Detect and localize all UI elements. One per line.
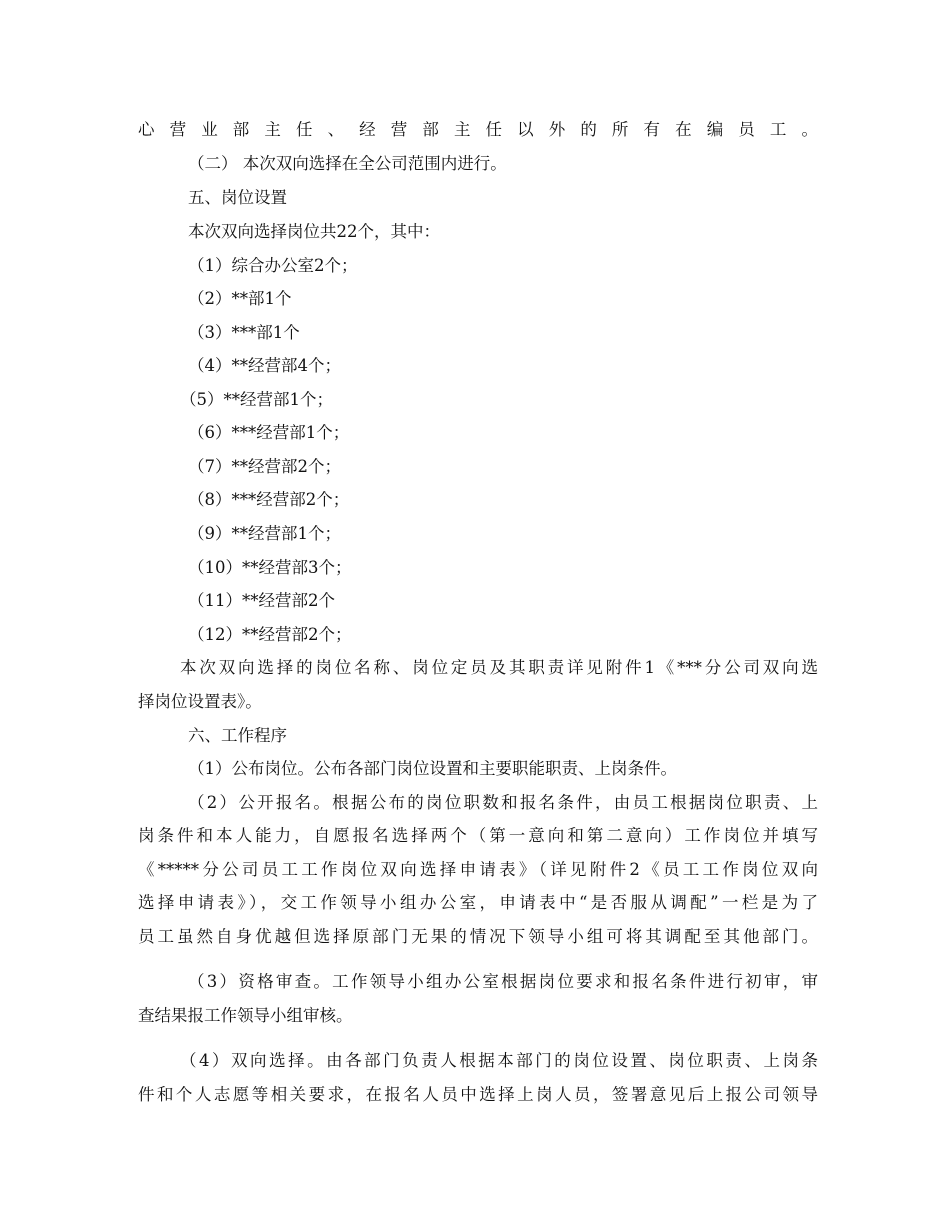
list-item: （2）**部1个 — [188, 289, 292, 308]
list-item: （8）***经营部2个； — [188, 490, 350, 509]
list-item: （6）***经营部1个； — [188, 423, 350, 442]
text-line: （3）资格审查。工作领导小组办公室根据岗位要求和报名条件进行初审，审 — [188, 972, 818, 991]
text-line: 件和个人志愿等相关要求，在报名人员中选择上岗人员，签署意见后上报公司领导 — [138, 1085, 818, 1104]
list-item: （5）**经营部1个； — [180, 390, 333, 409]
text-line: （二） 本次双向选择在全公司范围内进行。 — [188, 154, 507, 173]
text-line: （1）公布岗位。公布各部门岗位设置和主要职能职责、上岗条件。 — [188, 759, 677, 778]
section-heading: 五、岗位设置 — [188, 188, 287, 207]
text-line: 《*****分公司员工工作岗位双向选择申请表》（详见附件2《员工工作岗位双向 — [138, 860, 818, 879]
text-line: （2）公开报名。根据公布的岗位职数和报名条件，由员工根据岗位职责、上 — [188, 793, 818, 812]
list-item: （7）**经营部2个； — [188, 457, 341, 476]
list-item: （4）**经营部4个； — [188, 356, 341, 375]
section-heading: 六、工作程序 — [188, 726, 287, 745]
list-item: （10）**经营部3个； — [188, 558, 352, 577]
text-line: 心营业部主任、经营部主任以外的所有在编员工。 — [138, 120, 818, 139]
text-line: （4）双向选择。由各部门负责人根据本部门的岗位设置、岗位职责、上岗条 — [180, 1051, 818, 1070]
list-item: （1）综合办公室2个； — [188, 256, 358, 275]
list-item: （9）**经营部1个； — [188, 524, 341, 543]
text-line: 查结果报工作领导小组审核。 — [138, 1006, 353, 1025]
text-line: 本次双向选择的岗位名称、岗位定员及其职责详见附件1《***分公司双向选 — [180, 658, 818, 677]
text-line: 员工虽然自身优越但选择原部门无果的情况下领导小组可将其调配至其他部门。 — [138, 927, 818, 946]
text-line: 择岗位设置表》。 — [138, 692, 262, 711]
list-item: （12）**经营部2个； — [188, 625, 352, 644]
list-item: （3）***部1个 — [188, 323, 300, 342]
text-line: 选择申请表》），交工作领导小组办公室，申请表中“是否服从调配”一栏是为了 — [138, 893, 818, 912]
list-item: （11）**经营部2个 — [188, 591, 335, 610]
text-line: 岗条件和本人能力，自愿报名选择两个（第一意向和第二意向）工作岗位并填写 — [138, 826, 818, 845]
text-line: 本次双向选择岗位共22个，其中： — [188, 222, 440, 241]
